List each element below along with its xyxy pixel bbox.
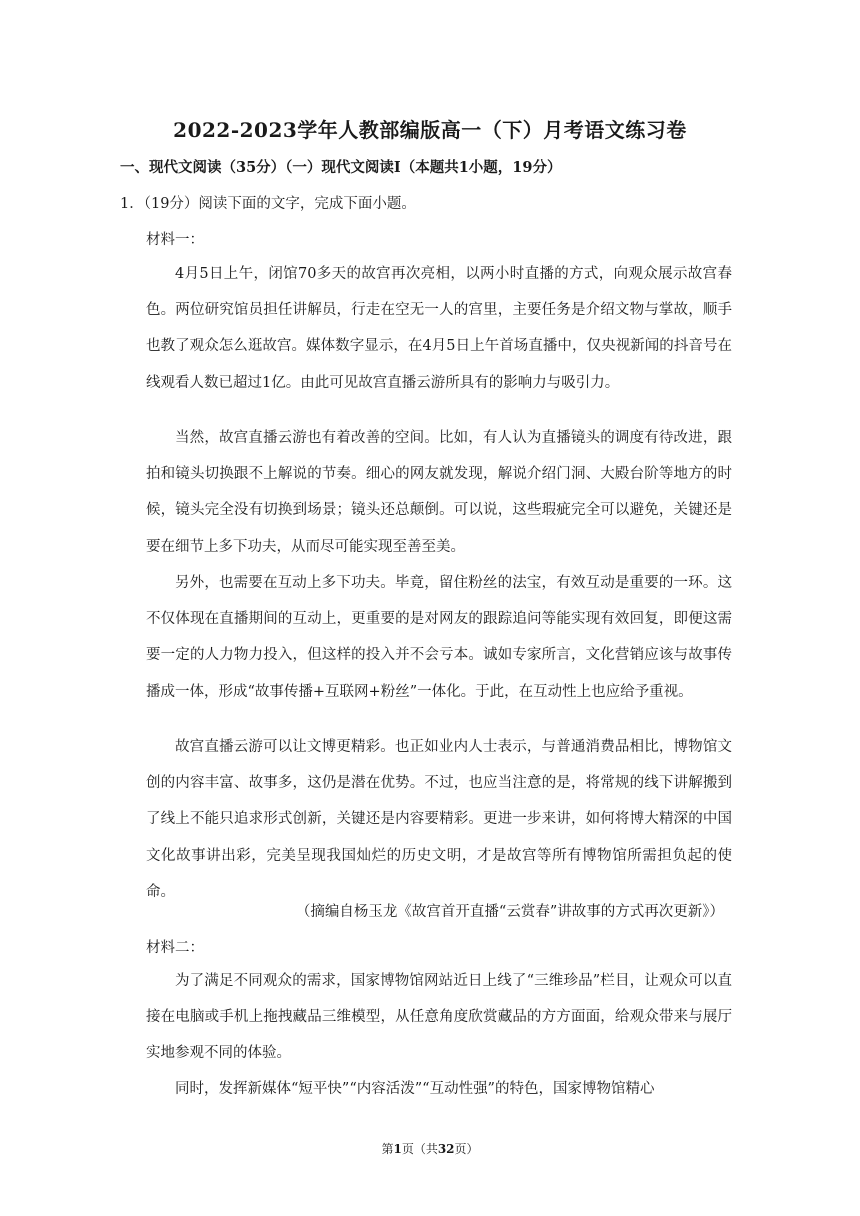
material-2-paragraph-1: 为了满足不同观众的需求，国家博物馆网站近日上线了“三维珍品”栏目，让观众可以直接在电脑或手机上拖拽藏品三维模型，从任意角度欣赏藏品的方方面面，给观众带来与展厅实地参观不同的体验。 [146, 973, 732, 1062]
material-1-paragraph-4: 故宫直播云游可以让文博更精彩。也正如业内人士表示，与普通消费品相比，博物馆文创的内容丰富、故事多，这仍是潜在优势。不过，也应当注意的是，将常规的线下讲解搬到了线上不能只追求形式创新，关键还是内容要精彩。更进一步来讲，如何将博大精深的中国文化故事讲出彩，完美呈现我国灿烂的历史文明，才是故宫等所有博物馆所需担负起的使命。 [146, 739, 732, 900]
material-1-paragraph-2: 当然，故宫直播云游也有着改善的空间。比如，有人认为直播镜头的调度有待改进，跟拍和镜头切换跟不上解说的节奏。细心的网友就发现，解说介绍门洞、大殿台阶等地方的时候，镜头完全没有切换到场景；镜头还总颠倒。可以说，这些瑕疵完全可以避免，关键还是要在细节上多下功夫，从而尽可能实现至善至美。 [146, 430, 732, 555]
footer-middle: 页（共 [401, 1142, 438, 1156]
footer-suffix: 页） [454, 1142, 479, 1156]
footer-total-pages: 32 [437, 1142, 455, 1156]
footer-prefix: 第 [381, 1142, 394, 1156]
page-footer [0, 1140, 860, 1157]
section-heading: 一、现代文阅读（35分）（一）现代文阅读Ⅰ（本题共1小题，19分） [120, 159, 562, 176]
document-title: 2022-2023学年人教部编版高一（下）月考语文练习卷 [173, 118, 687, 142]
material-1-label: 材料一： [146, 232, 204, 248]
material-1-paragraph-1: 4月5日上午，闭馆70多天的故宫再次亮相，以两小时直播的方式，向观众展示故宫春色。两位研究馆员担任讲解员，行走在空无一人的宫里，主要任务是介绍文物与掌故，顺手也教了观众怎么逛故宫。媒体数字显示，在4月5日上午首场直播中，仅央视新闻的抖音号在线观看人数已超过1亿。由此可见故宫直播云游所具有的影响力与吸引力。 [146, 266, 732, 391]
material-2-label: 材料二： [146, 940, 204, 956]
question-intro: 1．（19分）阅读下面的文字，完成下面小题。 [120, 196, 416, 212]
material-2-paragraph-2: 同时，发挥新媒体“短平快”“内容活泼”“互动性强”的特色，国家博物馆精心 [175, 1081, 655, 1097]
footer-page-number: 1 [393, 1142, 402, 1156]
material-1-paragraph-3: 另外，也需要在互动上多下功夫。毕竟，留住粉丝的法宝，有效互动是重要的一环。这不仅体现在直播期间的互动上，更重要的是对网友的跟踪追问等能实现有效回复，即便这需要一定的人力物力投入，但这样的投入并不会亏本。诚如专家所言，文化营销应该与故事传播成一体，形成“故事传播+互联网+粉丝”一体化。于此，在互动性上也应给予重视。 [146, 575, 732, 700]
material-1-source: （摘编自杨玉龙《故宫首开直播“云赏春”讲故事的方式再次更新》） [295, 904, 724, 920]
